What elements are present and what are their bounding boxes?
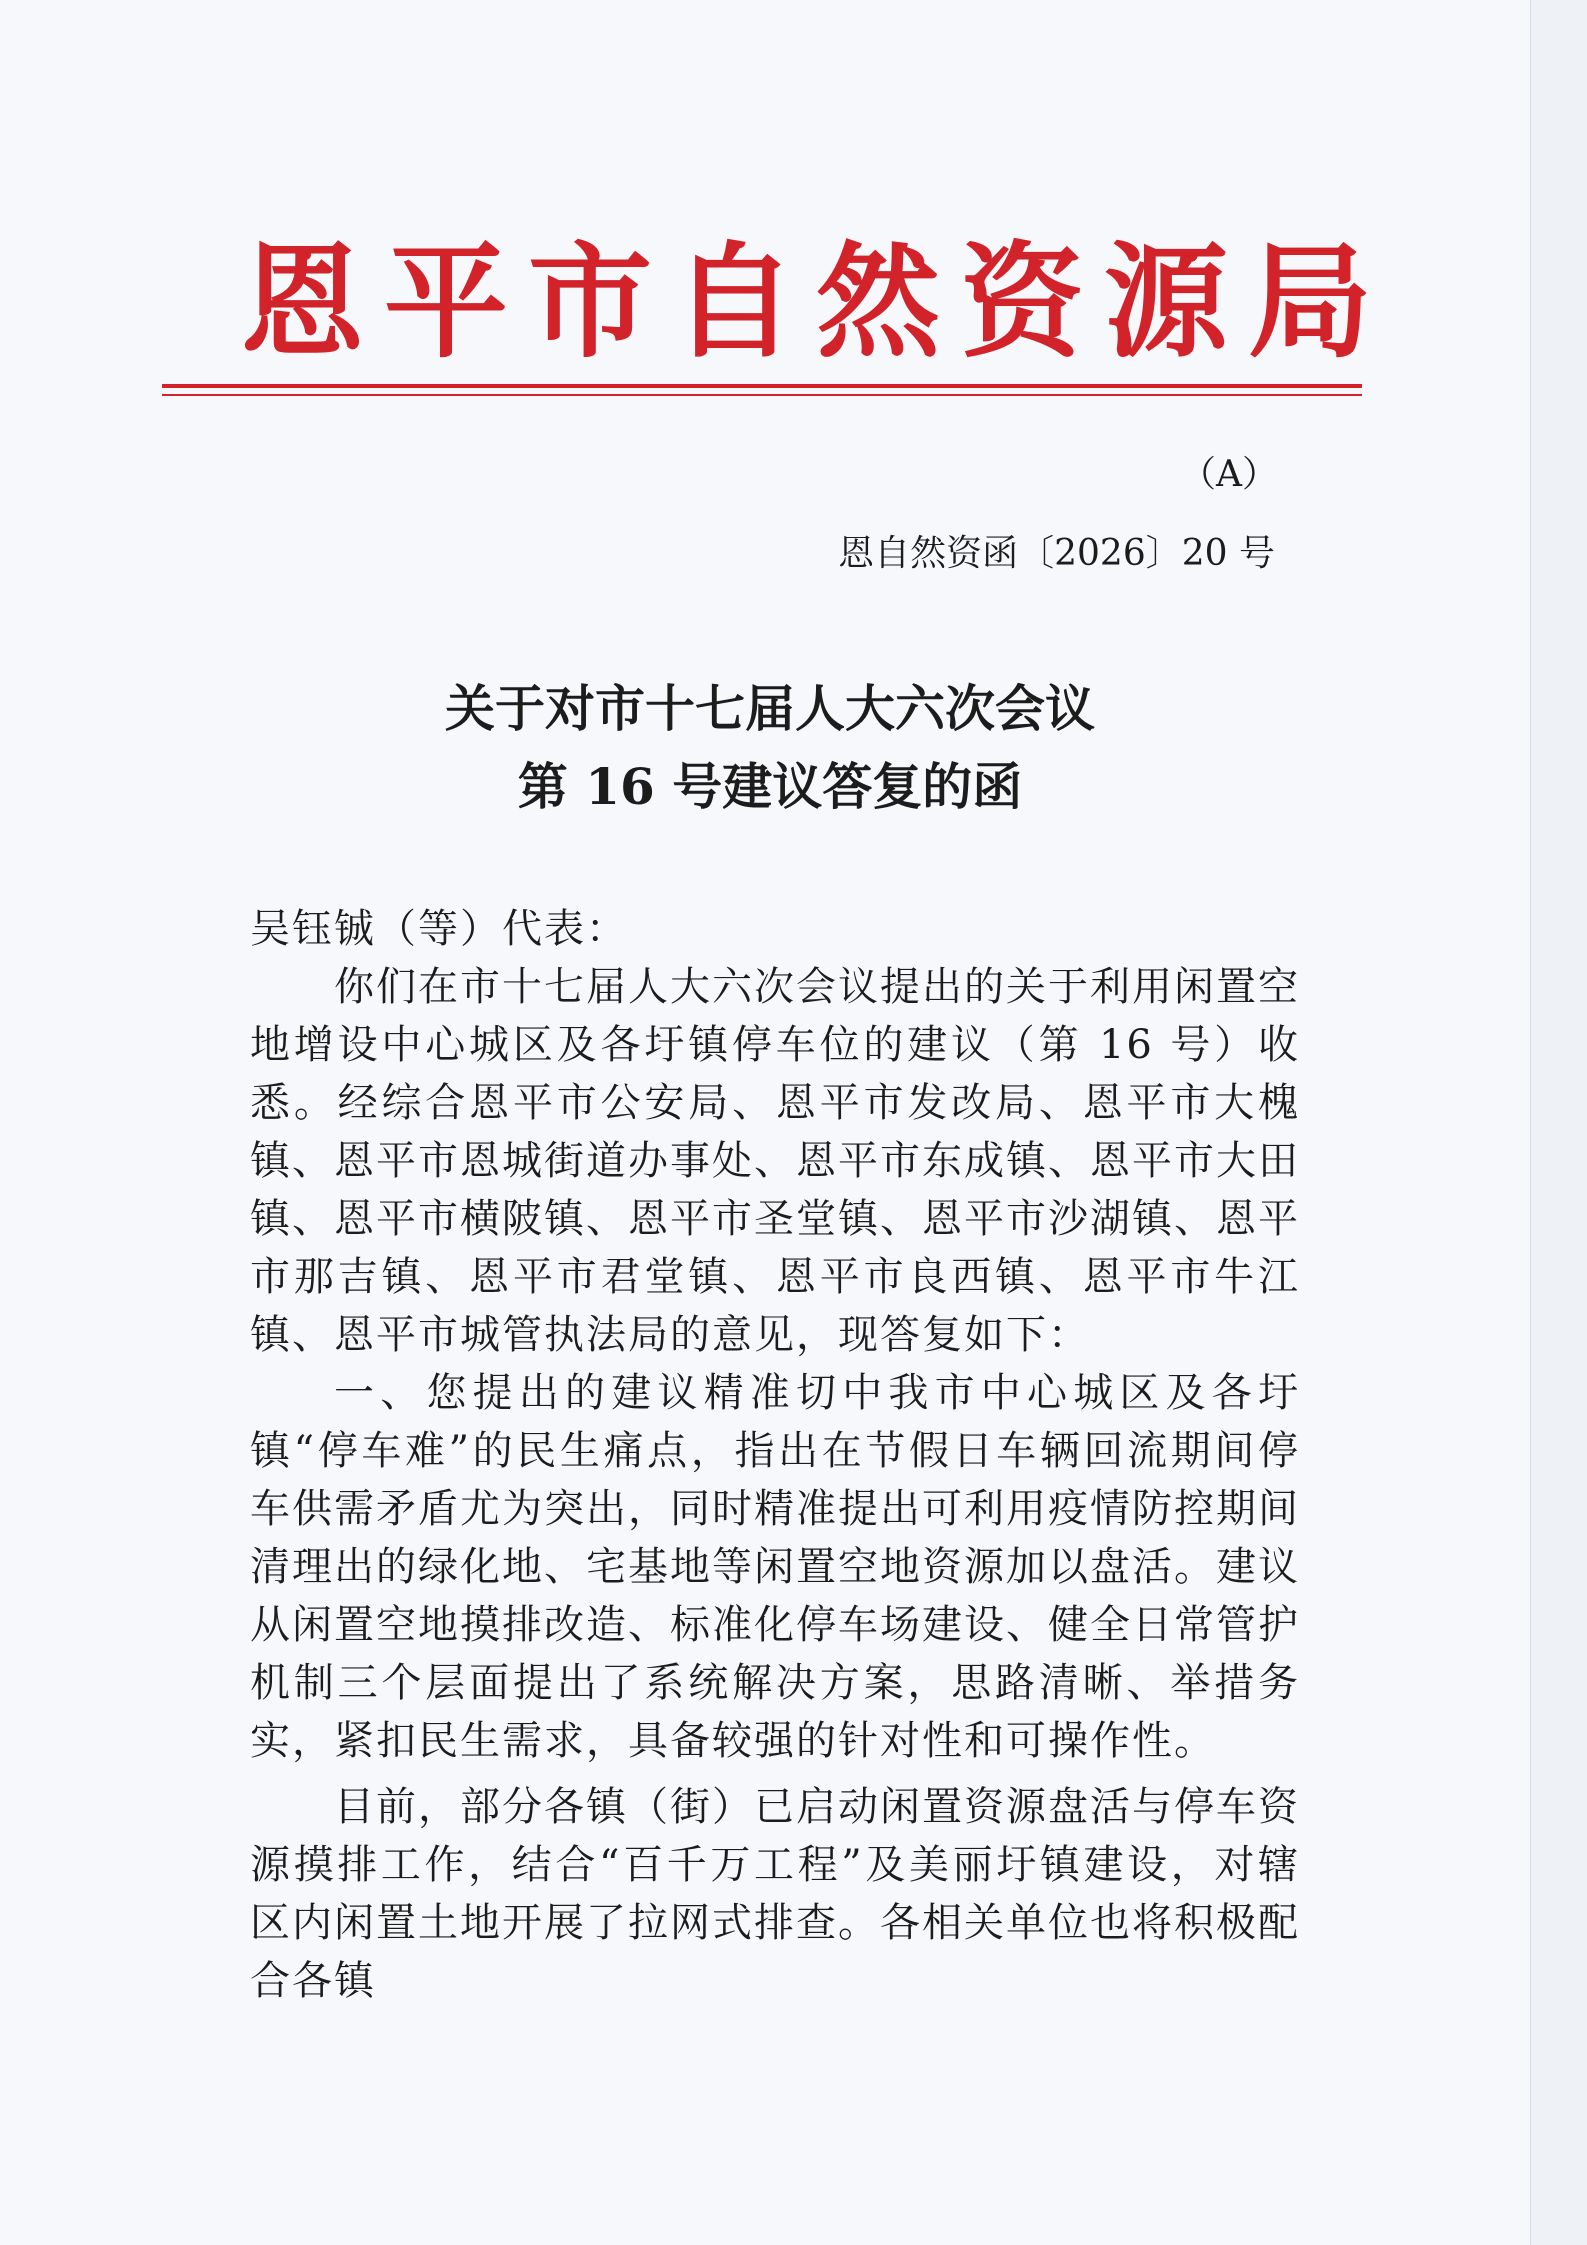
document-number: 恩自然资函〔2026〕20 号 <box>838 533 1275 574</box>
letterhead-rule <box>162 384 1362 388</box>
paragraph-3: 目前，部分各镇（街）已启动闲置资源盘活与停车资源摸排工作，结合“百千万工程”及美丽圩镇建设，对辖区内闲置土地开展了拉网式排查。各相关单位也将积极配合各镇 <box>250 1784 1300 2004</box>
letterhead-rule-thin <box>162 394 1362 396</box>
page-edge <box>1530 0 1587 2245</box>
title-line-2: 第 16 号建议答复的函 <box>517 757 1023 816</box>
paragraph-1: 你们在市十七届人大六次会议提出的关于利用闲置空地增设中心城区及各圩镇停车位的建议（第 16 号）收悉。经综合恩平市公安局、恩平市发改局、恩平市大槐镇、恩平市恩城街道办事处、恩平市东成镇、恩平市大田镇、恩平市横陂镇、恩平市圣堂镇、恩平市沙湖镇、恩平市那吉镇、恩平市君堂镇、恩平市良西镇、恩平市牛江镇、恩平市城管执法局的意见，现答复如下： <box>250 964 1300 1358</box>
letterhead-title: 恩平市自然资源局 <box>240 231 1393 375</box>
document-body <box>250 900 1300 2010</box>
salutation: 吴钰铖（等）代表： <box>250 906 628 952</box>
title-line-1: 关于对市十七届人大六次会议 <box>445 679 1095 738</box>
copy-mark: （A） <box>1180 454 1278 495</box>
document-title <box>230 670 1310 826</box>
paragraph-2: 一、您提出的建议精准切中我市中心城区及各圩镇“停车难”的民生痛点，指出在节假日车辆回流期间停车供需矛盾尤为突出，同时精准提出可利用疫情防控期间清理出的绿化地、宅基地等闲置空地资源加以盘活。建议从闲置空地摸排改造、标准化停车场建设、健全日常管护机制三个层面提出了系统解决方案，思路清晰、举措务实，紧扣民生需求，具备较强的针对性和可操作性。 <box>250 1370 1300 1764</box>
